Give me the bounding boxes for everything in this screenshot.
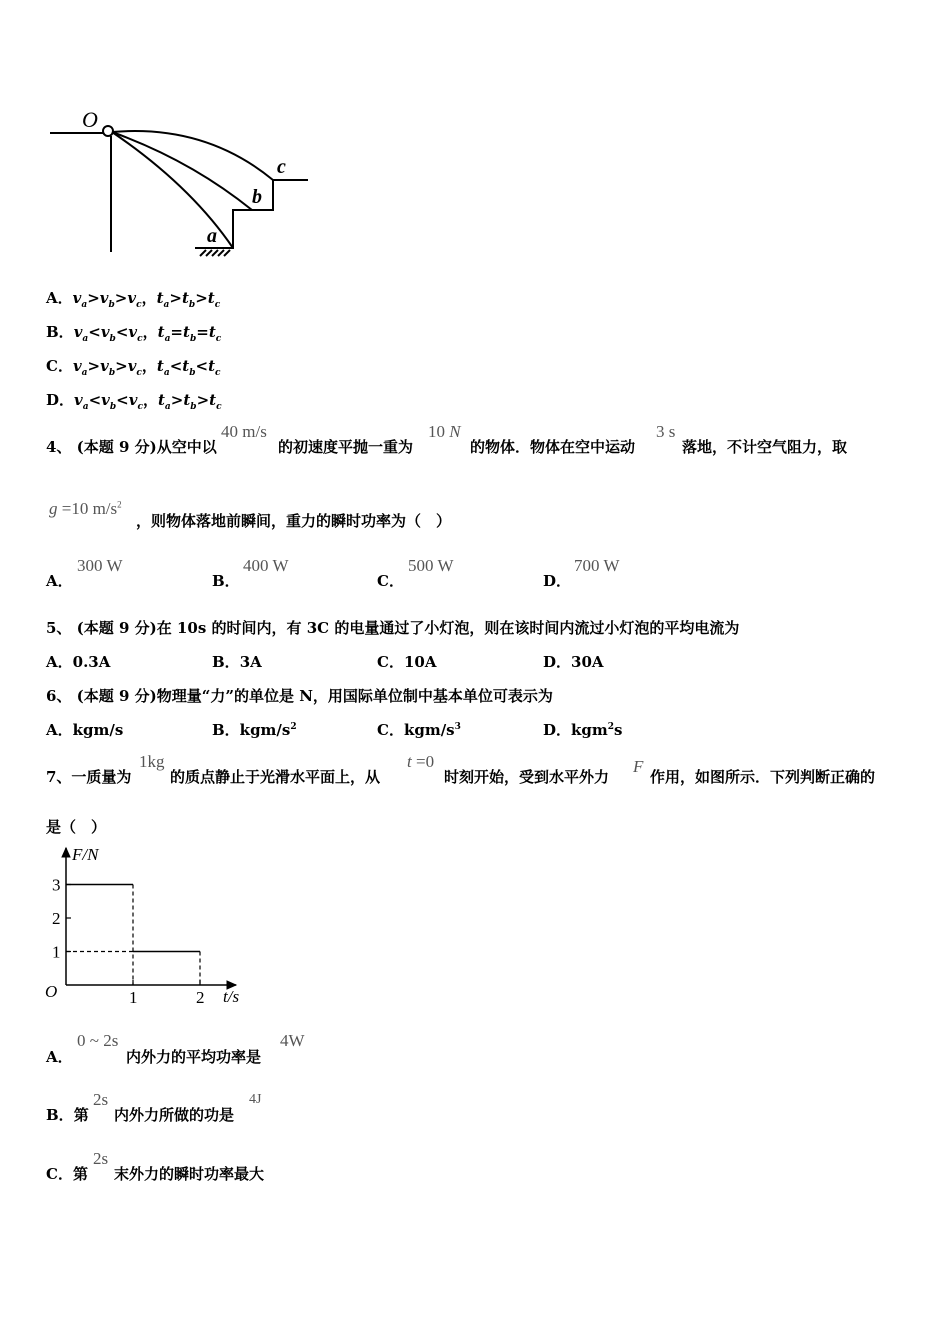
label-c: c <box>277 156 286 178</box>
q7-text-3: 作用，如图所示．下列判断正确的 <box>650 768 876 786</box>
q7-option-c-text: 末外力的瞬时功率最大 <box>114 1165 265 1183</box>
q4-option-d-value: 700 W <box>574 556 620 575</box>
q4-text-1: 的初速度平抛一重为 <box>278 438 414 456</box>
q7-option-b-letter: B．第 <box>46 1106 89 1124</box>
q7-text-1: 的质点静止于光滑水平面上，从 <box>170 768 381 786</box>
q4-prefix: 4、 (本题 9 分)从空中以 <box>46 438 217 456</box>
q4-text-2: 的物体．物体在空中运动 <box>470 438 636 456</box>
y-tick-label-2: 2 <box>52 909 61 928</box>
q5-text: 5、 (本题 9 分)在 10s 的时间内，有 3C 的电量通过了小灯泡，则在该时间内流过小灯泡的平均电流为 <box>46 619 740 637</box>
q4-time: 3 s <box>656 422 676 441</box>
q7-option-a-value: 4W <box>280 1031 305 1050</box>
q4-text-4: ，则物体落地前瞬间，重力的瞬时功率为（ ） <box>136 512 452 530</box>
q4-option-a-letter: A． <box>46 572 73 590</box>
q3-option-a: A．$v_a>v_b>v_c$，$t_a>t_b>t_c$ <box>46 289 221 310</box>
x-tick-label-1: 1 <box>129 988 138 1007</box>
force-time-chart <box>40 840 260 1015</box>
q4-option-b-letter: B． <box>212 572 240 590</box>
origin-label: O <box>45 982 58 1001</box>
q7-option-a-text: 内外力的平均功率是 <box>126 1048 262 1066</box>
q7-option-b-value: 4J <box>249 1092 262 1107</box>
x-tick-label-2: 2 <box>196 988 205 1007</box>
q5-option-a: A．0.3A <box>46 653 111 671</box>
q6-option-b: B．kgm/$s^2$ <box>212 721 297 739</box>
label-a: a <box>207 225 217 247</box>
q7-option-c-math: 2s <box>93 1149 109 1168</box>
q7-mass: 1kg <box>139 752 165 771</box>
stairs-diagram <box>40 100 320 265</box>
q6-text: 6、 (本题 9 分)物理量“力”的单位是 N，用国际单位制中基本单位可表示为 <box>46 687 553 705</box>
q5-option-b: B．3A <box>212 653 262 671</box>
label-O: O <box>82 107 98 132</box>
q4-option-d-letter: D． <box>543 572 572 590</box>
q6-option-d: D．kgm$^2$s <box>543 721 623 739</box>
q4-option-c-letter: C． <box>377 572 404 590</box>
q3-option-c: C．$v_a>v_b>v_c$，$t_a<t_b<t_c$ <box>46 357 221 378</box>
q7-line-2: 是（ ） <box>46 818 107 836</box>
q5-option-d: D．30A <box>543 653 604 671</box>
q7-option-c-letter: C．第 <box>46 1165 88 1183</box>
x-axis-label: t/s <box>223 987 240 1006</box>
q4-gravity: g =10 $m/s^2$ <box>49 499 122 518</box>
q6-option-c: C．kgm/$s^3$ <box>377 721 461 739</box>
y-tick-label-1: 1 <box>52 942 61 962</box>
q7-option-b-text: 内外力所做的功是 <box>114 1106 235 1124</box>
q4-option-c-value: 500 W <box>408 556 454 575</box>
y-axis-label: F/N <box>72 845 99 864</box>
q7-text-2: 时刻开始，受到水平外力 <box>444 768 610 786</box>
q7-option-b-math: 2s <box>93 1090 109 1109</box>
q7-t0: t =0 <box>407 752 435 771</box>
label-b: b <box>252 186 262 208</box>
q7-option-a-math: 0 ~ 2s <box>77 1031 119 1050</box>
q7-option-a-letter: A． <box>46 1048 73 1066</box>
q7-prefix: 7、一质量为 <box>46 768 132 786</box>
q6-option-a: A．kgm/s <box>46 721 124 739</box>
q5-option-c: C．10A <box>377 653 437 671</box>
q4-speed: 40 m/s <box>221 422 267 441</box>
q3-option-b: B．$v_a<v_b<v_c$，$t_a=t_b=t_c$ <box>46 323 222 344</box>
q3-option-d: D．$v_a<v_b<v_c$，$t_a>t_b>t_c$ <box>46 391 222 412</box>
q7-force-symbol: F <box>633 757 644 776</box>
y-tick-label-3: 3 <box>52 875 61 895</box>
q4-text-3: 落地，不计空气阻力，取 <box>682 438 848 456</box>
q4-option-b-value: 400 W <box>243 556 289 575</box>
q4-weight: 10 N <box>428 422 461 441</box>
q4-option-a-value: 300 W <box>77 556 123 575</box>
